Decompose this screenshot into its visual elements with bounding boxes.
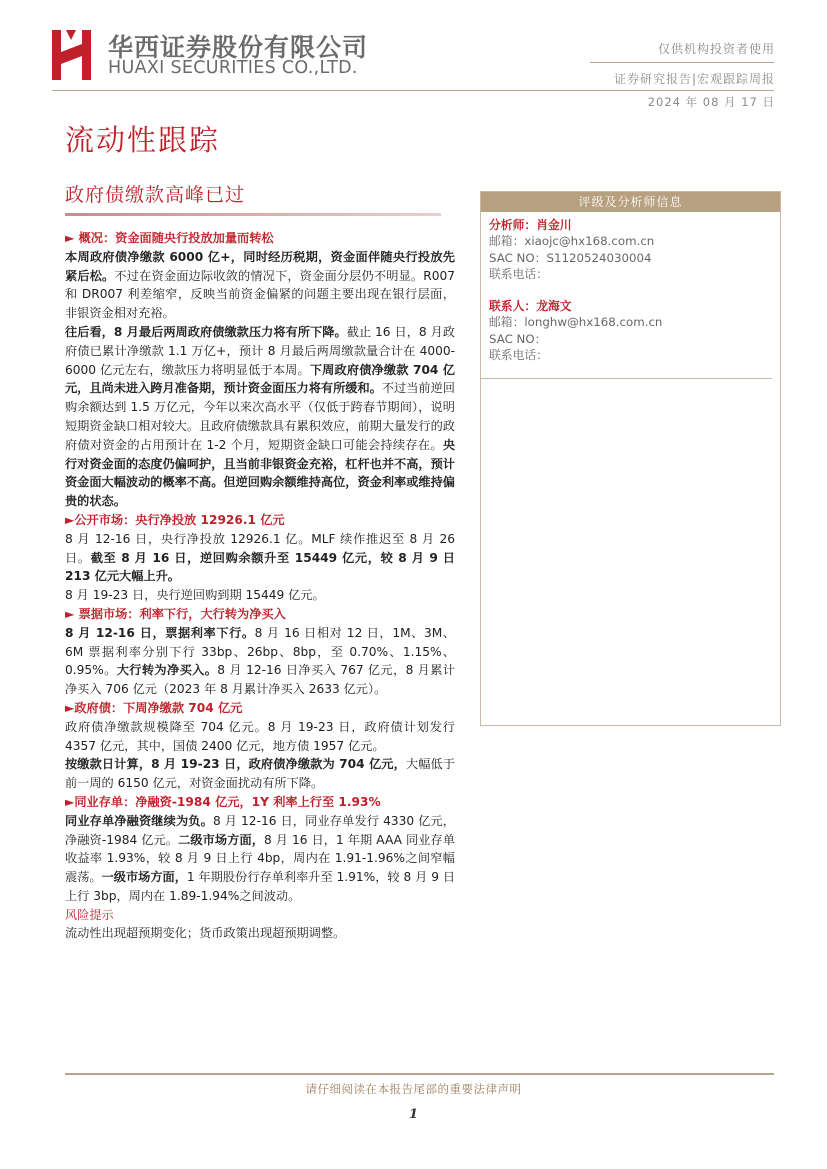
main-column (65, 229, 455, 943)
contact-sac: SAC NO： (489, 331, 547, 346)
sidebar-divider (481, 378, 772, 379)
risk-heading: 风险提示 (65, 907, 114, 922)
footer-disclaimer: 请仔细阅读在本报告尾部的重要法律声明 (305, 1082, 522, 1096)
footer-rule (65, 1073, 774, 1075)
report-category: 证券研究报告|宏观跟踪周报 (613, 72, 775, 86)
page-number: 1 (408, 1107, 419, 1122)
overview-paragraph-1: 本周政府债净缴款 6000 亿+，同时经历税期，资金面伴随央行投放先紧后松。不过在资金面边际收敛的情况下，资金面分层仍不明显。R007 和 DR007 利差缩窄，反映当前资金偏紧的问题主要出现在银行层面，非银资金相对充裕。 (65, 249, 456, 321)
company-name-en: HUAXI SECURITIES CO.,LTD. (108, 58, 358, 78)
analyst-sac: SAC NO：S1120524030004 (489, 250, 652, 265)
company-name-cn: 华西证券股份有限公司 (108, 33, 369, 62)
risk-text: 流动性出现超预期变化；货币政策出现超预期调整。 (65, 926, 346, 941)
contact-name: 联系人：龙海文 (489, 299, 572, 314)
section-heading-overview: ► 概况：资金面随央行投放加量而转松 (65, 231, 274, 245)
contact-phone: 联系电话： (489, 348, 548, 363)
section-heading-ncd: ►同业存单：净融资-1984 亿元，1Y 利率上行至 1.93% (65, 794, 381, 809)
contact-email[interactable]: 邮箱：longhw@hx168.com.cn (489, 315, 663, 330)
ncd-paragraph: 同业存单净融资继续为负。8 月 12-16 日，同业存单发行 4330 亿元，净融资-1984 亿元。二级市场方面，8 月 16 日，1 年期 AAA 同业存单收益率 1.93%，较 8 月 9 日上行 4bp，周内在 1.91-1.96%之间窄幅震荡。一级市场方面，1 年期股份行存单利率升至 1.91%，较 8 月 9 日上行 3bp，周内在 1.89-1.94%之间波动。 (65, 813, 456, 903)
header-divider (590, 62, 774, 63)
overview-paragraph-2: 往后看，8 月最后两周政府债缴款压力将有所下降。截止 16 日，8 月政府债已累计净缴款 1.1 万亿+，预计 8 月最后两周缴款量合计在 4000-6000 亿元左右，缴款压力将明显低于本周。下周政府债净缴款 704 亿元，且尚未进入跨月准备期，预计资金面压力将有所缓和。不过当前逆回购余额达到 1.5 万亿元，今年以来次高水平（仅低于跨春节期间），说明短期资金缺口相对较大。且政府债缴款具有累积效应，前期大量发行的政府债对资金的占用预计在 1-2 个月，短期资金缺口可能会持续存在。央行对资金面的态度仍偏呵护，且当前非银资金充裕，杠杆也并不高，预计资金面大幅波动的概率不高。但逆回购余额维持高位，资金利率或维持偏贵的状态。 (65, 324, 455, 509)
audience-note: 仅供机构投资者使用 (657, 42, 775, 56)
section-heading-gov-bonds: ►政府债：下周净缴款 704 亿元 (65, 700, 243, 715)
analyst-name: 分析师：肖金川 (489, 218, 572, 232)
header-rule (52, 90, 774, 91)
bills-paragraph: 8 月 12-16 日，票据利率下行。8 月 16 日相对 12 日，1M、3M、6M 票据利率分别下行 33bp、26bp、8bp，至 0.70%、1.15%、0.95%。大行转为净买入。8 月 12-16 日净买入 767 亿元，8 月累计净买入 706 亿元（2023 年 8 月累计净买入 2633 亿元）。 (65, 625, 455, 697)
report-title: 流动性跟踪 (65, 123, 221, 157)
analyst-email[interactable]: 邮箱：xiaojc@hx168.com.cn (489, 234, 655, 249)
gov-bonds-paragraph-1: 政府债净缴款规模降至 704 亿元。8 月 19-23 日，政府债计划发行 4357 亿元，其中，国债 2400 亿元，地方债 1957 亿元。 (65, 719, 455, 753)
gov-bonds-paragraph-2: 按缴款日计算，8 月 19-23 日，政府债净缴款为 704 亿元，大幅低于前一周的 6150 亿元，对资金面扰动有所下降。 (65, 757, 456, 791)
analyst-info-box (480, 191, 781, 726)
subtitle-underline (65, 213, 441, 216)
report-subtitle: 政府债缴款高峰已过 (65, 184, 246, 206)
report-date: 2024 年 08 月 17 日 (647, 95, 775, 109)
huaxi-logo-icon (52, 30, 94, 80)
section-heading-bills: ► 票据市场：利率下行，大行转为净买入 (65, 606, 286, 621)
open-market-paragraph-1: 8 月 12-16 日，央行净投放 12926.1 亿。MLF 续作推迟至 8 月 26 日。截至 8 月 16 日，逆回购余额升至 15449 亿元，较 8 月 9 日 213 亿元大幅上升。 (65, 531, 455, 584)
analyst-phone: 联系电话： (489, 266, 548, 281)
analyst-info-title: 评级及分析师信息 (481, 192, 780, 212)
section-heading-open-market: ►公开市场：央行净投放 12926.1 亿元 (65, 512, 285, 527)
open-market-paragraph-2: 8 月 19-23 日，央行逆回购到期 15449 亿元。 (65, 588, 325, 603)
